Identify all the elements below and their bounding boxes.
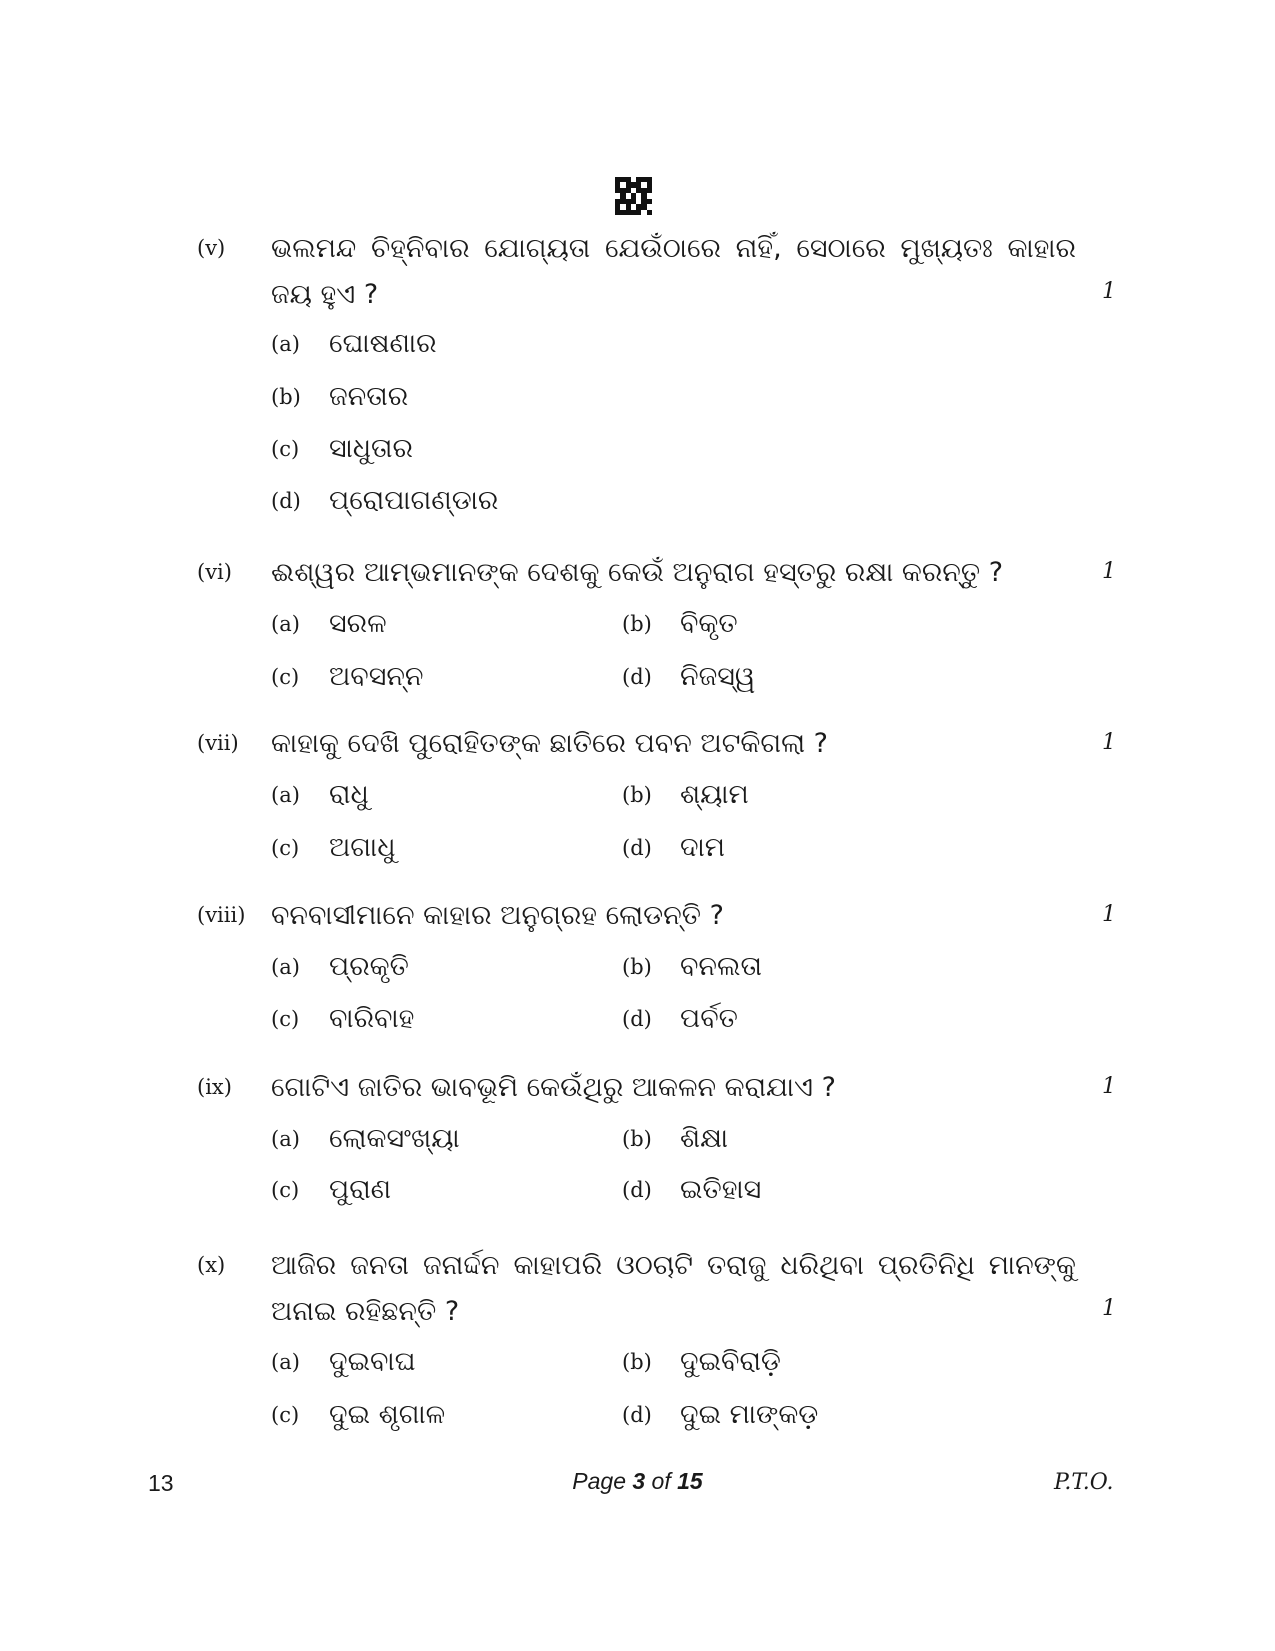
paper-code: 13: [148, 1470, 174, 1496]
option-label: (a): [271, 612, 300, 636]
option-text: ଦୁଇ ମାଙ୍କଡ଼: [680, 1399, 819, 1430]
page-prefix: Page: [572, 1468, 633, 1494]
page-total: 15: [677, 1468, 703, 1494]
option-text: ଅଗାଧୁ: [329, 832, 396, 863]
option-label: (d): [622, 665, 652, 689]
option-text: ରାଧୁ: [329, 779, 369, 810]
option-label: (b): [271, 385, 301, 409]
option-label: (d): [622, 1178, 652, 1202]
option-text: ପର୍ବତ: [680, 1003, 738, 1034]
option-label: (c): [271, 1178, 300, 1202]
question-number: (v): [197, 236, 226, 260]
option-label: (b): [622, 955, 652, 979]
question-text: ଆଜିର ଜନତା ଜନାର୍ଦ୍ଦନ କାହାପରି ଓଠଚାଟି ତରାଜୁ ଧରିଥିବା ପ୍ରତିନିଧି ମାନଙ୍କୁ ଅନାଇ ରହିଛନ୍ତି ?: [271, 1250, 1076, 1327]
option-text: ପ୍ରୋପାଗଣ୍ଡାର: [329, 485, 499, 516]
option-text: ନିଜସ୍ୱ: [680, 661, 756, 692]
marks: 1: [1102, 279, 1116, 304]
marks: 1: [1102, 1074, 1116, 1099]
qr-code-icon: [615, 177, 652, 215]
page-current: 3: [632, 1468, 646, 1494]
question-text: ଭଲମନ୍ଦ ଚିହ୍ନିବାର ଯୋଗ୍ୟତା ଯେଉଁଠାରେ ନାହିଁ, ସେଠାରେ ମୁଖ୍ୟତଃ କାହାର ଜୟ ହୁଏ ?: [271, 233, 1076, 310]
option-label: (d): [622, 836, 652, 860]
option-label: (c): [271, 1403, 300, 1427]
option-label: (c): [271, 437, 300, 461]
option-text: ବନଲତା: [680, 951, 762, 982]
option-text: ଦାମ: [680, 832, 725, 863]
option-label: (b): [622, 1127, 652, 1151]
option-text: ପ୍ରକୃତି: [329, 951, 409, 982]
option-label: (c): [271, 665, 300, 689]
option-text: ଦୁଇବିରାଡ଼ି: [680, 1346, 781, 1377]
marks: 1: [1102, 1296, 1116, 1321]
option-label: (a): [271, 955, 300, 979]
question-text: ଈଶ୍ୱର ଆମ୍ଭମାନଙ୍କ ଦେଶକୁ କେଉଁ ଅନୁରାଗ ହସ୍ତରୁ ରକ୍ଷା କରନ୍ତୁ ?: [271, 557, 1004, 588]
option-text: ସାଧୁତାର: [329, 433, 413, 464]
option-label: (d): [622, 1007, 652, 1031]
question-number: (vii): [197, 731, 239, 755]
marks: 1: [1102, 730, 1116, 755]
option-text: ଘୋଷଣାର: [329, 328, 437, 359]
option-text: ଶ୍ୟାମ: [680, 779, 749, 810]
option-text: ଜନତାର: [329, 381, 409, 412]
option-text: ଦୁଇ ଶୃଗାଳ: [329, 1399, 446, 1430]
option-label: (a): [271, 1350, 300, 1374]
question-text: ଗୋଟିଏ ଜାତିର ଭାବଭୂମି କେଉଁଥିରୁ ଆକଳନ କରାଯାଏ ?: [271, 1072, 836, 1103]
marks: 1: [1102, 559, 1116, 584]
question-number: (vi): [197, 560, 232, 584]
question-number: (viii): [197, 903, 246, 927]
option-text: ଅବସନ୍ନ: [329, 661, 424, 692]
option-label: (a): [271, 1127, 300, 1151]
option-label: (c): [271, 836, 300, 860]
option-text: ଦୁଇବାଘ: [329, 1346, 416, 1377]
option-label: (b): [622, 783, 652, 807]
page-of: of: [645, 1468, 678, 1494]
option-label: (b): [622, 612, 652, 636]
question-number: (x): [197, 1253, 226, 1277]
question-text: ବନବାସୀମାନେ କାହାର ଅନୁଗ୍ରହ ଲୋଡନ୍ତି ?: [271, 900, 724, 931]
option-label: (c): [271, 1007, 300, 1031]
option-text: ଇତିହାସ: [680, 1174, 762, 1205]
question-text: କାହାକୁ ଦେଖି ପୁରୋହିତଙ୍କ ଛାତିରେ ପବନ ଅଟକିଗଲା ?: [271, 728, 828, 759]
option-label: (d): [271, 489, 301, 513]
option-label: (a): [271, 332, 300, 356]
option-text: ବିକୃତ: [680, 608, 738, 639]
marks: 1: [1102, 902, 1116, 927]
question-number: (ix): [197, 1075, 232, 1099]
option-text: ବାରିବାହ: [329, 1003, 415, 1034]
option-text: ଶିକ୍ଷା: [680, 1123, 729, 1154]
option-text: ଲୋକସଂଖ୍ୟା: [329, 1123, 460, 1154]
option-label: (d): [622, 1403, 652, 1427]
pto-label: P.T.O.: [1054, 1470, 1114, 1495]
option-label: (a): [271, 783, 300, 807]
option-label: (b): [622, 1350, 652, 1374]
option-text: ପୁରାଣ: [329, 1174, 392, 1205]
option-text: ସରଳ: [329, 608, 387, 639]
